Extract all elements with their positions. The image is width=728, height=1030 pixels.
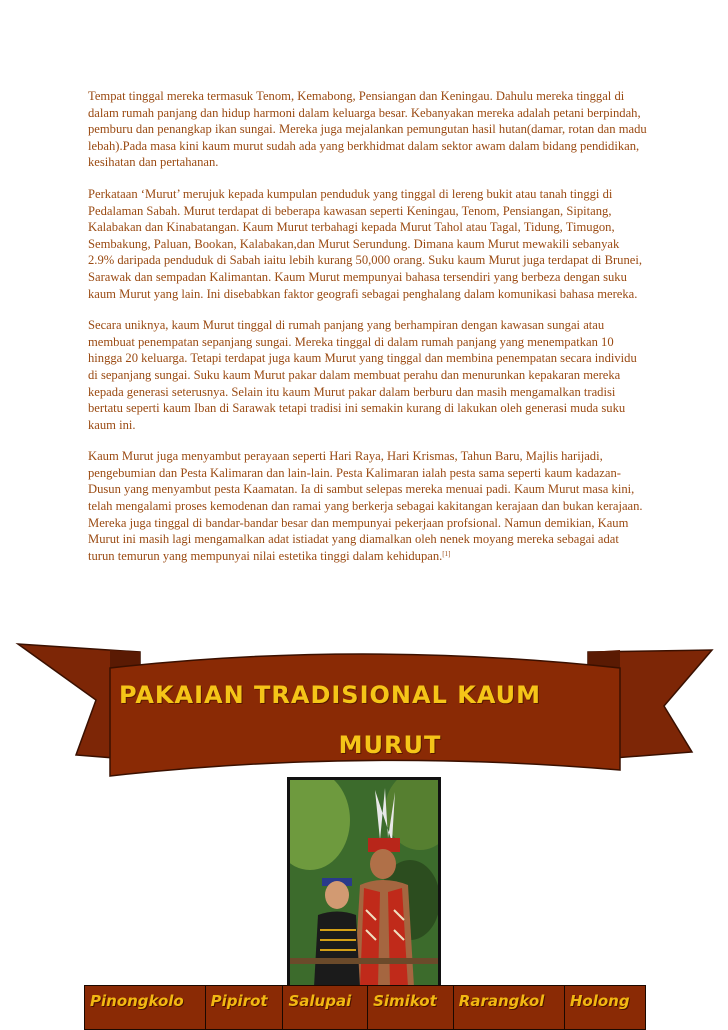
banner-title-line1: PAKAIAN TRADISIONAL KAUM: [118, 681, 542, 709]
paragraph-residence: Tempat tinggal mereka termasuk Tenom, Kemabong, Pensiangan dan Keningau. Dahulu mereka tinggal di dalam rumah panjang dan hidup harmoni dalam keluarga besar. Kebanyakan mereka adalah petani berpindah, pemburu dan penangkap ikan sungai. Mereka juga mejalankan pemungutan hasil hutan(damar, rotan dan madu lebah).Pada masa kini kaum murut sudah ada yang berkhidmat dalam sektor awam dalam bidang pendidikan, kesihatan dan pertahanan.: [88, 89, 647, 170]
costume-items-table: [84, 985, 646, 1030]
costume-item-pipirot: Pipirot: [205, 986, 283, 1030]
paragraph-definition: Perkataan ‘Murut’ merujuk kepada kumpulan penduduk yang tinggal di lereng bukit atau tanah tinggi di Pedalaman Sabah. Murut terdapat di beberapa kawasan seperti Keningau, Tenom, Pensiangan, Sipitang, Kalabakan dan Kinabatangan. Kaum Murut terbahagi kepada Murut Tahol atau Tagal, Tidung, Timugon, Sembakung, Paluan, Bookan, Kalabakan,dan Murut Serundung. Dimana kaum Murut mewakili sebanyak 2.9% daripada penduduk di Sabah iaitu lebih kurang 50,000 orang. Suku kaum Murut juga terdapat di Brunei, Sarawak dan sempadan Kalimantan. Kaum Murut mempunyai bahasa tersendiri yang berbeza dengan suku kaum Murut yang lain. Ini disebabkan faktor geografi sebagai penghalang dalam komunikasi bahasa mereka.: [88, 186, 643, 301]
paragraph-lifestyle: Secara uniknya, kaum Murut tinggal di rumah panjang yang berhampiran dengan kawasan sungai atau membuat penempatan sepanjang sungai. Mereka tinggal di dalam rumah panjang yang menempatkan 10 hingga 20 keluarga. Tetapi terdapat juga kaum Murut yang tinggal dan membina penempatan secara individu di sepanjang sungai. Suku kaum Murut pakar dalam membuat perahu dan menurunkan kepakaran mereka kepada generasi seterusnya. Selain itu kaum Murut pakar dalam berburu dan masih mengamalkan tradisi bertatu seperti kaum Iban di Sarawak tetapi tradisi ini semakin kurang di lakukan oleh generasi muda suku kaum ini.: [88, 318, 637, 432]
banner-title: [110, 680, 610, 760]
banner-title-line2: MURUT: [338, 731, 442, 759]
costume-item-holong: Holong: [564, 986, 645, 1030]
costume-item-pinongkolo: Pinongkolo: [85, 986, 206, 1030]
photo-illustration: [290, 780, 438, 987]
costume-item-salupai: Salupai: [283, 986, 368, 1030]
photo-content: [290, 780, 438, 987]
costume-item-rarangkol: Rarangkol: [453, 986, 564, 1030]
costume-items-row: [85, 986, 646, 1030]
paragraph-celebrations-text: Kaum Murut juga menyambut perayaan seperti Hari Raya, Hari Krismas, Tahun Baru, Majlis harijadi, pengebumian dan Pesta Kalimaran dan lain-lain. Pesta Kalimaran ialah pesta sama seperti kaum kadazan-Dusun yang menyambut pesta Kaamatan. Ia di sambut selepas mereka menuai padi. Kaum Murut masa kini, telah mengalami proses kemodenan dan ramai yang berkerja sebagai kakitangan kerajaan dan bukan kerajaan. Mereka juga tinggal di bandar-bandar besar dan mempunyai pekerjaan profsional. Namun demikian, Kaum Murut ini masih lagi mengamalkan adat istiadat yang diamalkan oleh nenek moyang mereka sebagai adat turun temurun yang mempunyai nilai estetika tinggi dalam kehidupan.: [88, 449, 643, 563]
murut-couple-photo: [287, 777, 441, 990]
costume-item-simikot: Simikot: [368, 986, 454, 1030]
footnote-reference: [1]: [442, 549, 451, 558]
